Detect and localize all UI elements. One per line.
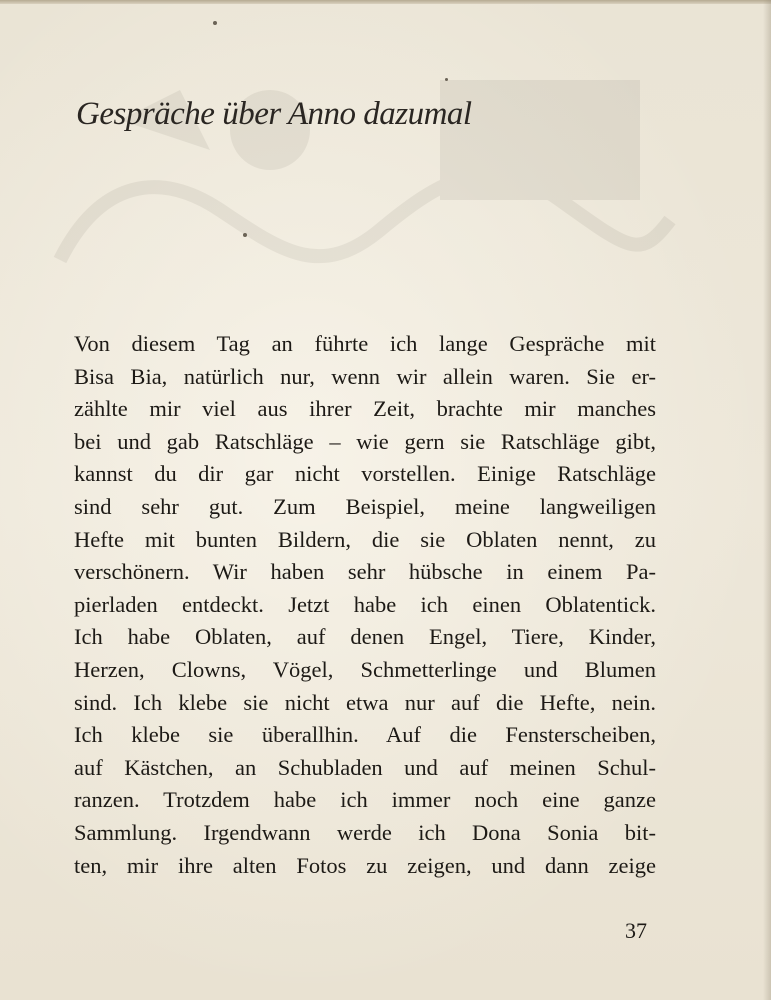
text-line: sind. Ich klebe sie nicht etwa nur auf die Hefte, nein. [74, 689, 656, 715]
text-line: pierladen entdeckt. Jetzt habe ich einen Oblatentick. [74, 591, 656, 617]
text-line: zählte mir viel aus ihrer Zeit, brachte mir manches [74, 396, 656, 422]
paper-speck [445, 78, 448, 81]
text-line: Ich habe Oblaten, auf denen Engel, Tiere, Kinder, [74, 624, 656, 650]
text-line: auf Kästchen, an Schubladen und auf meinen Schul- [74, 754, 656, 780]
page-number: 37 [625, 918, 647, 943]
text-line: bei und gab Ratschläge – wie gern sie Ratschläge gibt, [74, 428, 656, 454]
text-line: Sammlung. Irgendwann werde ich Dona Sonia bit- [74, 819, 656, 845]
page-right-edge [763, 0, 771, 1000]
text-line: Herzen, Clowns, Vögel, Schmetterlinge und Blumen [74, 656, 656, 682]
page-top-edge [0, 0, 771, 4]
text-line: verschönern. Wir haben sehr hübsche in einem Pa- [74, 559, 656, 585]
text-line: sind sehr gut. Zum Beispiel, meine langweiligen [74, 493, 656, 519]
text-line: ranzen. Trotzdem habe ich immer noch eine ganze [74, 787, 656, 813]
chapter-title: Gespräche über Anno dazumal [76, 96, 472, 132]
paper-speck [243, 233, 247, 237]
text-line: Ich klebe sie überallhin. Auf die Fensterscheiben, [74, 722, 656, 748]
paper-speck [213, 21, 217, 25]
body-paragraph [74, 328, 656, 882]
text-line: Von diesem Tag an führte ich lange Gespräche mit [74, 331, 656, 356]
text-line: Hefte mit bunten Bildern, die sie Oblaten nennt, zu [74, 526, 656, 552]
text-line: kannst du dir gar nicht vorstellen. Einige Ratschläge [74, 461, 656, 487]
text-line: ten, mir ihre alten Fotos zu zeigen, und dann zeige [74, 852, 656, 878]
text-line: Bisa Bia, natürlich nur, wenn wir allein waren. Sie er- [74, 363, 656, 389]
